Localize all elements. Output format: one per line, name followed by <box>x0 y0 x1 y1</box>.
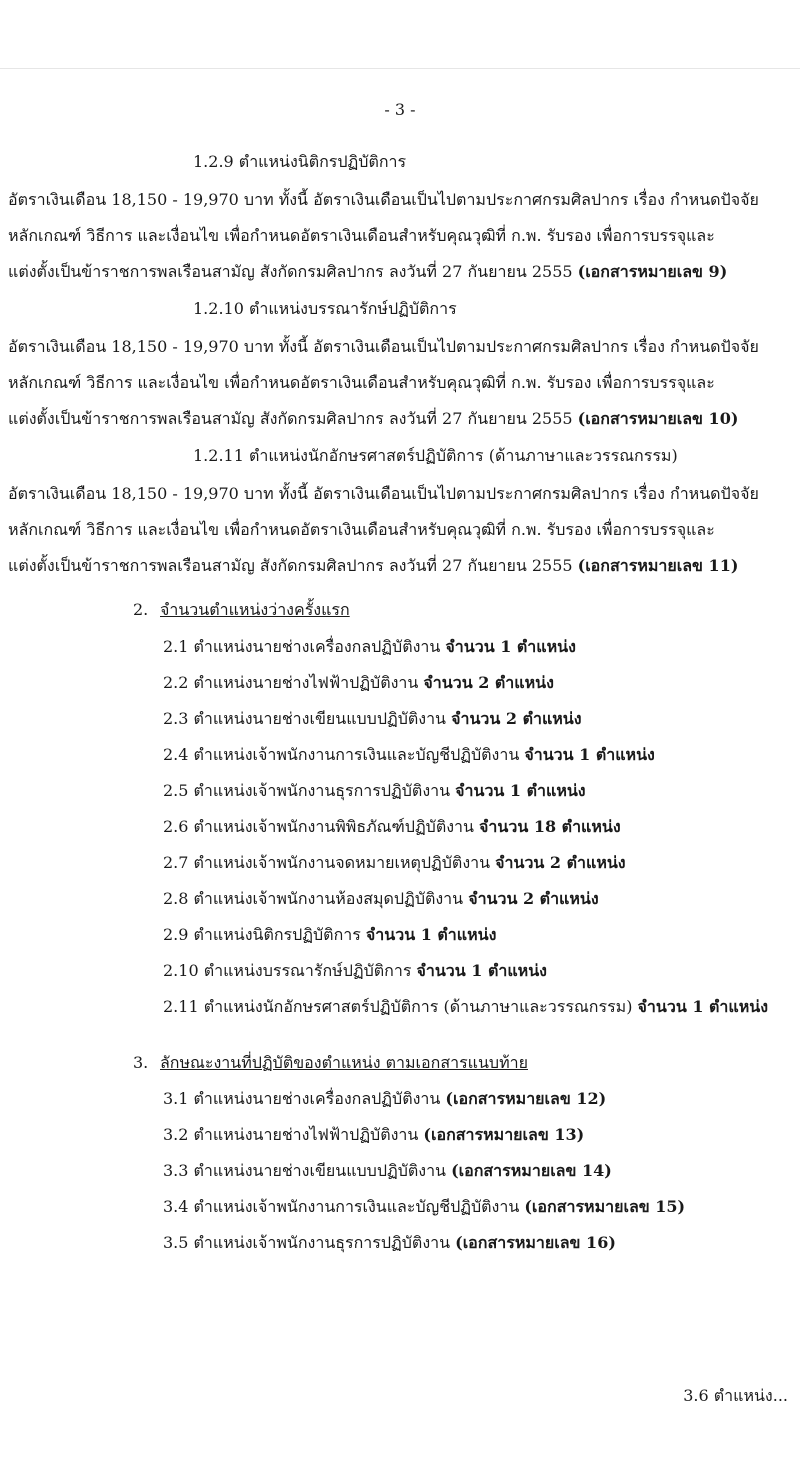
item-label: 3.2 ตำแหน่งนายช่างไฟฟ้าปฏิบัติงาน <box>163 1125 424 1144</box>
list-item <box>163 817 621 837</box>
section-2-heading <box>133 600 350 620</box>
document-reference: (เอกสารหมายเลข 12) <box>445 1089 607 1108</box>
document-reference: (เอกสารหมายเลข 9) <box>577 262 728 281</box>
paragraph-line <box>8 556 738 576</box>
item-label: 3.5 ตำแหน่งเจ้าพนักงานธุรการปฏิบัติงาน <box>163 1233 456 1252</box>
list-item <box>163 853 626 873</box>
section-number: 3. <box>133 1053 149 1072</box>
item-label: 3.4 ตำแหน่งเจ้าพนักงานการเงินและบัญชีปฏิบัติงาน <box>163 1197 525 1216</box>
list-item <box>163 925 496 945</box>
paragraph-line: หลักเกณฑ์ วิธีการ และเงื่อนไข เพื่อกำหนดอัตราเงินเดือนสำหรับคุณวุฒิที่ ก.พ. รับรอง เพื่อการบรรจุและ <box>8 520 715 539</box>
heading-1-2-9: 1.2.9 ตำแหน่งนิติกรปฏิบัติการ <box>193 152 407 171</box>
paragraph-text: แต่งตั้งเป็นข้าราชการพลเรือนสามัญ สังกัดกรมศิลปากร ลงวันที่ 27 กันยายน 2555 <box>8 556 578 575</box>
item-count: จำนวน 2 ตำแหน่ง <box>423 673 554 692</box>
section-title: ลักษณะงานที่ปฏิบัติของตำแหน่ง ตามเอกสารแนบท้าย <box>160 1053 528 1072</box>
item-label: 2.8 ตำแหน่งเจ้าพนักงานห้องสมุดปฏิบัติงาน <box>163 889 469 908</box>
item-label: 3.3 ตำแหน่งนายช่างเขียนแบบปฏิบัติงาน <box>163 1161 452 1180</box>
item-count: จำนวน 1 ตำแหน่ง <box>637 997 769 1016</box>
paragraph-line: อัตราเงินเดือน 18,150 - 19,970 บาท ทั้งนี้ อัตราเงินเดือนเป็นไปตามประกาศกรมศิลปากร เรื่อง กำหนดปัจจัย <box>8 484 759 503</box>
document-reference: (เอกสารหมายเลข 16) <box>455 1233 616 1252</box>
document-reference: (เอกสารหมายเลข 11) <box>577 556 739 575</box>
item-count: จำนวน 2 ตำแหน่ง <box>451 709 582 728</box>
paragraph-line <box>8 409 738 429</box>
item-label: 2.9 ตำแหน่งนิติกรปฏิบัติการ <box>163 925 366 944</box>
paragraph-line: หลักเกณฑ์ วิธีการ และเงื่อนไข เพื่อกำหนดอัตราเงินเดือนสำหรับคุณวุฒิที่ ก.พ. รับรอง เพื่อการบรรจุและ <box>8 373 715 392</box>
item-count: จำนวน 1 ตำแหน่ง <box>416 961 547 980</box>
list-item <box>163 673 554 693</box>
item-count: จำนวน 18 ตำแหน่ง <box>479 817 621 836</box>
paragraph-text: แต่งตั้งเป็นข้าราชการพลเรือนสามัญ สังกัดกรมศิลปากร ลงวันที่ 27 กันยายน 2555 <box>8 409 578 428</box>
list-item <box>163 1125 584 1145</box>
item-count: จำนวน 1 ตำแหน่ง <box>455 781 586 800</box>
document-reference: (เอกสารหมายเลข 14) <box>451 1161 612 1180</box>
item-label: 3.1 ตำแหน่งนายช่างเครื่องกลปฏิบัติงาน <box>163 1089 446 1108</box>
page-number: - 3 - <box>384 100 416 119</box>
list-item <box>163 745 655 765</box>
section-number: 2. <box>133 600 149 619</box>
list-item <box>163 1089 606 1109</box>
item-label: 2.5 ตำแหน่งเจ้าพนักงานธุรการปฏิบัติงาน <box>163 781 456 800</box>
list-item <box>163 781 586 801</box>
heading-1-2-10: 1.2.10 ตำแหน่งบรรณารักษ์ปฏิบัติการ <box>193 299 457 318</box>
list-item <box>163 1233 616 1253</box>
item-label: 2.11 ตำแหน่งนักอักษรศาสตร์ปฏิบัติการ (ด้านภาษาและวรรณกรรม) <box>163 997 638 1016</box>
item-count: จำนวน 1 ตำแหน่ง <box>524 745 655 764</box>
page-top-rule <box>0 68 800 69</box>
document-reference: (เอกสารหมายเลข 13) <box>423 1125 585 1144</box>
document-reference: (เอกสารหมายเลข 15) <box>524 1197 686 1216</box>
item-count: จำนวน 1 ตำแหน่ง <box>365 925 497 944</box>
list-item <box>163 637 576 657</box>
section-title: จำนวนตำแหน่งว่างครั้งแรก <box>160 600 350 619</box>
item-label: 2.10 ตำแหน่งบรรณารักษ์ปฏิบัติการ <box>163 961 417 980</box>
document-reference: (เอกสารหมายเลข 10) <box>577 409 739 428</box>
list-item <box>163 1161 612 1181</box>
list-item <box>163 709 582 729</box>
list-item <box>163 1197 685 1217</box>
paragraph-text: แต่งตั้งเป็นข้าราชการพลเรือนสามัญ สังกัดกรมศิลปากร ลงวันที่ 27 กันยายน 2555 <box>8 262 578 281</box>
paragraph-line: อัตราเงินเดือน 18,150 - 19,970 บาท ทั้งนี้ อัตราเงินเดือนเป็นไปตามประกาศกรมศิลปากร เรื่อง กำหนดปัจจัย <box>8 190 759 209</box>
item-count: จำนวน 1 ตำแหน่ง <box>445 637 576 656</box>
item-label: 2.4 ตำแหน่งเจ้าพนักงานการเงินและบัญชีปฏิบัติงาน <box>163 745 525 764</box>
item-label: 2.1 ตำแหน่งนายช่างเครื่องกลปฏิบัติงาน <box>163 637 446 656</box>
item-label: 2.6 ตำแหน่งเจ้าพนักงานพิพิธภัณฑ์ปฏิบัติงาน <box>163 817 480 836</box>
list-item <box>163 889 599 909</box>
list-item <box>163 961 547 981</box>
heading-1-2-11: 1.2.11 ตำแหน่งนักอักษรศาสตร์ปฏิบัติการ (ด้านภาษาและวรรณกรรม) <box>193 446 678 465</box>
continuation-marker: 3.6 ตำแหน่ง... <box>683 1386 788 1405</box>
item-label: 2.3 ตำแหน่งนายช่างเขียนแบบปฏิบัติงาน <box>163 709 452 728</box>
item-count: จำนวน 2 ตำแหน่ง <box>495 853 626 872</box>
paragraph-line: อัตราเงินเดือน 18,150 - 19,970 บาท ทั้งนี้ อัตราเงินเดือนเป็นไปตามประกาศกรมศิลปากร เรื่อง กำหนดปัจจัย <box>8 337 759 356</box>
paragraph-line <box>8 262 727 282</box>
paragraph-line: หลักเกณฑ์ วิธีการ และเงื่อนไข เพื่อกำหนดอัตราเงินเดือนสำหรับคุณวุฒิที่ ก.พ. รับรอง เพื่อการบรรจุและ <box>8 226 715 245</box>
item-label: 2.2 ตำแหน่งนายช่างไฟฟ้าปฏิบัติงาน <box>163 673 424 692</box>
item-count: จำนวน 2 ตำแหน่ง <box>468 889 599 908</box>
section-3-heading <box>133 1053 528 1073</box>
list-item <box>163 997 768 1017</box>
item-label: 2.7 ตำแหน่งเจ้าพนักงานจดหมายเหตุปฏิบัติงาน <box>163 853 496 872</box>
